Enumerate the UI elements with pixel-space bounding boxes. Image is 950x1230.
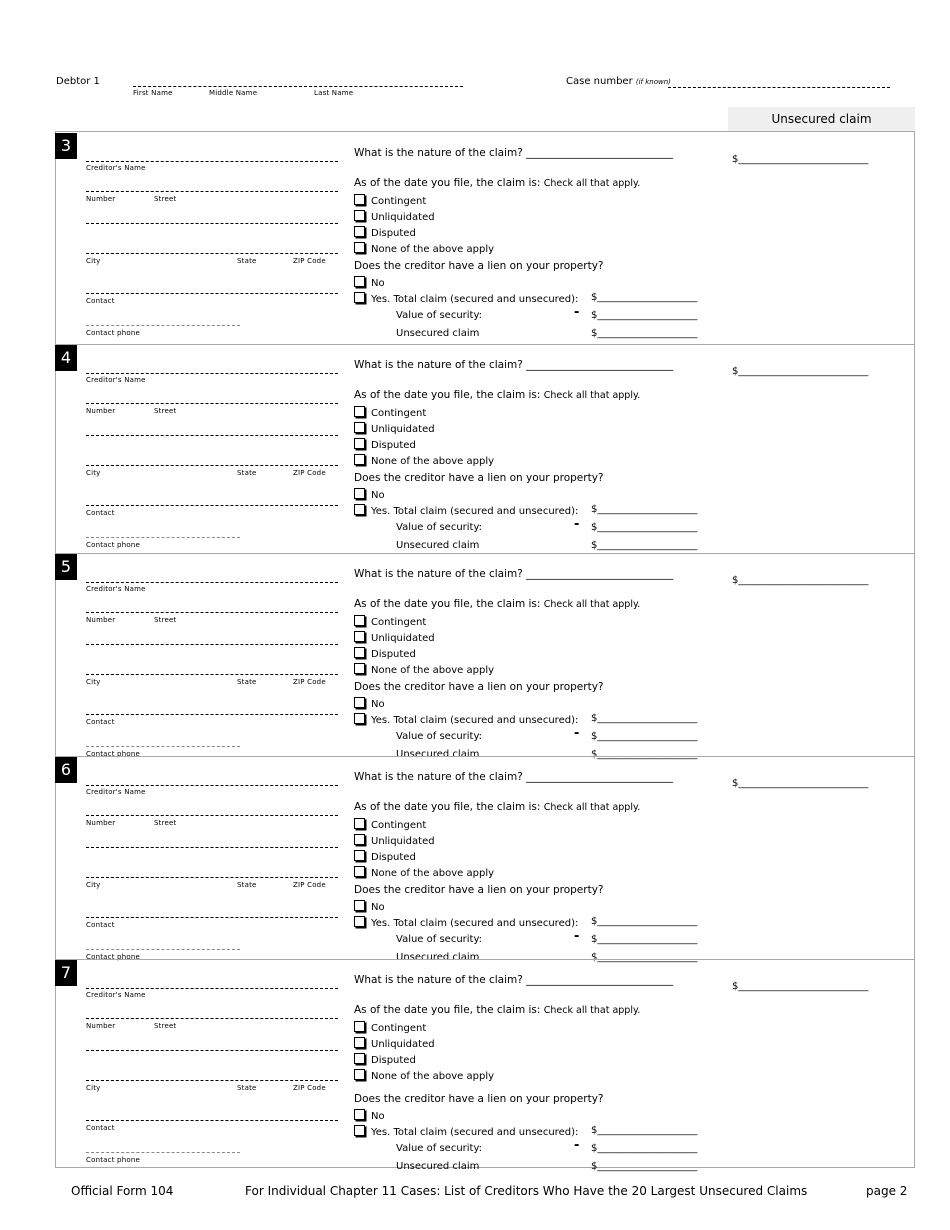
contingent-option[interactable] bbox=[354, 1021, 426, 1034]
address-number-street-field[interactable] bbox=[86, 612, 338, 613]
date-file-question bbox=[354, 389, 640, 401]
contingent-label: Contingent bbox=[371, 820, 427, 831]
minus-sign: - bbox=[574, 929, 580, 944]
unsecured-claim-total[interactable]: $__________________________ bbox=[732, 366, 869, 377]
creditor-name-field[interactable] bbox=[86, 988, 338, 989]
debtor-name-field[interactable] bbox=[133, 86, 463, 87]
no-label: No bbox=[371, 699, 385, 710]
none-apply-option[interactable] bbox=[354, 663, 494, 676]
lien-no-option[interactable] bbox=[354, 276, 385, 289]
street-label: Street bbox=[154, 407, 177, 415]
value-security-amount[interactable]: $____________________ bbox=[591, 1143, 698, 1154]
state-label: State bbox=[237, 257, 257, 265]
minus-sign: - bbox=[574, 1138, 580, 1153]
yes-total-label: Yes. Total claim (secured and unsecured): bbox=[371, 1127, 579, 1138]
contingent-option[interactable] bbox=[354, 615, 426, 628]
unliquidated-option[interactable] bbox=[354, 1037, 435, 1050]
footer-form: Official Form 104 bbox=[71, 1184, 174, 1198]
checkbox[interactable] bbox=[354, 422, 365, 433]
lien-yes-option[interactable] bbox=[354, 713, 578, 726]
lien-yes-option[interactable] bbox=[354, 292, 578, 305]
footer-page: page 2 bbox=[866, 1184, 908, 1198]
checkbox[interactable] bbox=[354, 194, 365, 205]
nature-question: What is the nature of the claim? ____________________________ bbox=[354, 147, 674, 159]
none-apply-option[interactable] bbox=[354, 242, 494, 255]
contingent-label: Contingent bbox=[371, 408, 427, 419]
unliquidated-label: Unliquidated bbox=[371, 1039, 435, 1050]
value-security-amount[interactable]: $____________________ bbox=[591, 934, 698, 945]
unsecured-claim-amount[interactable]: $____________________ bbox=[591, 749, 698, 760]
checkbox[interactable] bbox=[354, 276, 365, 287]
contingent-option[interactable] bbox=[354, 406, 426, 419]
minus-sign: - bbox=[574, 726, 580, 741]
date-file-text: As of the date you file, the claim is: bbox=[354, 598, 541, 610]
unsecured-claim-total[interactable]: $__________________________ bbox=[732, 154, 869, 165]
debtor-label: Debtor 1 bbox=[56, 76, 100, 87]
lien-no-option[interactable] bbox=[354, 900, 385, 913]
checkbox[interactable] bbox=[354, 242, 365, 253]
contact-field[interactable] bbox=[86, 505, 338, 506]
check-all-text: Check all that apply. bbox=[543, 390, 641, 401]
creditor-name-field[interactable] bbox=[86, 373, 338, 374]
unsecured-claim-amount[interactable]: $____________________ bbox=[591, 328, 698, 339]
contingent-label: Contingent bbox=[371, 1023, 427, 1034]
checkbox[interactable] bbox=[354, 292, 365, 303]
city-label: City bbox=[86, 469, 101, 477]
state-label: State bbox=[237, 678, 257, 686]
city-label: City bbox=[86, 1084, 101, 1092]
yes-total-label: Yes. Total claim (secured and unsecured): bbox=[371, 294, 579, 305]
lien-yes-option[interactable] bbox=[354, 916, 578, 929]
checkbox[interactable] bbox=[354, 697, 365, 708]
row-divider bbox=[55, 344, 915, 345]
check-all-text: Check all that apply. bbox=[543, 599, 641, 610]
total-claim-amount[interactable]: $____________________ bbox=[591, 292, 698, 303]
checkbox[interactable] bbox=[354, 631, 365, 642]
contact-label: Contact bbox=[86, 718, 115, 726]
checkbox[interactable] bbox=[354, 1037, 365, 1048]
checkbox[interactable] bbox=[354, 916, 365, 927]
unliquidated-option[interactable] bbox=[354, 834, 435, 847]
creditor-row bbox=[55, 133, 915, 345]
contact-label: Contact bbox=[86, 921, 115, 929]
contingent-option[interactable] bbox=[354, 818, 426, 831]
contact-phone-label: Contact phone bbox=[86, 541, 140, 549]
city-state-zip-field[interactable] bbox=[86, 877, 338, 878]
creditor-row bbox=[55, 345, 915, 554]
city-state-zip-field[interactable] bbox=[86, 253, 338, 254]
nature-question: What is the nature of the claim? ____________________________ bbox=[354, 359, 674, 371]
lien-question: Does the creditor have a lien on your property? bbox=[354, 472, 604, 484]
address-line2-field[interactable] bbox=[86, 223, 338, 224]
value-security-label: Value of security: bbox=[396, 1143, 483, 1154]
number-label: Number bbox=[86, 195, 116, 203]
checkbox[interactable] bbox=[354, 406, 365, 417]
minus-sign: - bbox=[574, 305, 580, 320]
creditor-row bbox=[55, 960, 915, 1172]
creditor-name-label: Creditor's Name bbox=[86, 991, 146, 999]
address-line2-field[interactable] bbox=[86, 847, 338, 848]
row-divider bbox=[55, 756, 915, 757]
unsecured-claim-label: Unsecured claim bbox=[396, 540, 480, 551]
nature-question: What is the nature of the claim? ____________________________ bbox=[354, 771, 674, 783]
checkbox[interactable] bbox=[354, 663, 365, 674]
no-label: No bbox=[371, 902, 385, 913]
contact-field[interactable] bbox=[86, 293, 338, 294]
row-divider bbox=[55, 553, 915, 554]
if-known-text: (if known) bbox=[635, 78, 671, 86]
checkbox[interactable] bbox=[354, 1069, 365, 1080]
disputed-label: Disputed bbox=[371, 228, 416, 239]
contact-phone-field[interactable] bbox=[86, 537, 240, 538]
city-label: City bbox=[86, 881, 101, 889]
checkbox[interactable] bbox=[354, 866, 365, 877]
unsecured-claim-amount[interactable]: $____________________ bbox=[591, 1161, 698, 1172]
lien-no-option[interactable] bbox=[354, 1109, 385, 1122]
state-label: State bbox=[237, 1084, 257, 1092]
checkbox[interactable] bbox=[354, 226, 365, 237]
total-claim-amount[interactable]: $____________________ bbox=[591, 916, 698, 927]
value-security-label: Value of security: bbox=[396, 731, 483, 742]
none-apply-option[interactable] bbox=[354, 1069, 494, 1082]
value-security-label: Value of security: bbox=[396, 310, 483, 321]
checkbox[interactable] bbox=[354, 615, 365, 626]
address-number-street-field[interactable] bbox=[86, 191, 338, 192]
checkbox[interactable] bbox=[354, 1125, 365, 1136]
unsecured-claim-total[interactable]: $__________________________ bbox=[732, 778, 869, 789]
lien-no-option[interactable] bbox=[354, 697, 385, 710]
unsecured-claim-amount[interactable]: $____________________ bbox=[591, 540, 698, 551]
none-apply-label: None of the above apply bbox=[371, 665, 495, 676]
unsecured-claim-label: Unsecured claim bbox=[396, 328, 480, 339]
unsecured-claim-label: Unsecured claim bbox=[396, 1161, 480, 1172]
nature-question: What is the nature of the claim? ____________________________ bbox=[354, 568, 674, 580]
checkbox[interactable] bbox=[354, 818, 365, 829]
state-label: State bbox=[237, 881, 257, 889]
city-label: City bbox=[86, 257, 101, 265]
checkbox[interactable] bbox=[354, 210, 365, 221]
contact-phone-field[interactable] bbox=[86, 1152, 240, 1153]
checkbox[interactable] bbox=[354, 900, 365, 911]
creditor-name-label: Creditor's Name bbox=[86, 164, 146, 172]
contact-phone-field[interactable] bbox=[86, 746, 240, 747]
row-number: 3 bbox=[55, 133, 77, 159]
city-state-zip-field[interactable] bbox=[86, 674, 338, 675]
creditor-row bbox=[55, 554, 915, 760]
creditor-name-label: Creditor's Name bbox=[86, 585, 146, 593]
disputed-label: Disputed bbox=[371, 1055, 416, 1066]
unliquidated-option[interactable] bbox=[354, 631, 435, 644]
number-label: Number bbox=[86, 1022, 116, 1030]
contact-label: Contact bbox=[86, 509, 115, 517]
none-apply-label: None of the above apply bbox=[371, 868, 495, 879]
contact-phone-field[interactable] bbox=[86, 949, 240, 950]
contact-phone-label: Contact phone bbox=[86, 329, 140, 337]
street-label: Street bbox=[154, 616, 177, 624]
address-line2-field[interactable] bbox=[86, 1050, 338, 1051]
case-number-text: Case number bbox=[566, 76, 633, 87]
date-file-text: As of the date you file, the claim is: bbox=[354, 389, 541, 401]
number-label: Number bbox=[86, 407, 116, 415]
value-security-amount[interactable]: $____________________ bbox=[591, 310, 698, 321]
contact-field[interactable] bbox=[86, 917, 338, 918]
total-claim-amount[interactable]: $____________________ bbox=[591, 713, 698, 724]
disputed-option[interactable] bbox=[354, 438, 416, 451]
contact-phone-label: Contact phone bbox=[86, 953, 140, 961]
lien-question: Does the creditor have a lien on your property? bbox=[354, 681, 604, 693]
address-line2-field[interactable] bbox=[86, 644, 338, 645]
unsecured-claim-amount[interactable]: $____________________ bbox=[591, 952, 698, 963]
creditor-name-field[interactable] bbox=[86, 582, 338, 583]
creditor-row bbox=[55, 757, 915, 963]
no-label: No bbox=[371, 490, 385, 501]
unliquidated-label: Unliquidated bbox=[371, 212, 435, 223]
number-label: Number bbox=[86, 819, 116, 827]
contact-label: Contact bbox=[86, 1124, 115, 1132]
date-file-text: As of the date you file, the claim is: bbox=[354, 177, 541, 189]
checkbox[interactable] bbox=[354, 504, 365, 515]
checkbox[interactable] bbox=[354, 1109, 365, 1120]
contact-label: Contact bbox=[86, 297, 115, 305]
lien-no-option[interactable] bbox=[354, 488, 385, 501]
check-all-text: Check all that apply. bbox=[543, 178, 641, 189]
date-file-question bbox=[354, 801, 640, 813]
unsecured-claim-label: Unsecured claim bbox=[396, 749, 480, 760]
unliquidated-label: Unliquidated bbox=[371, 633, 435, 644]
lien-yes-option[interactable] bbox=[354, 1125, 578, 1138]
zip-label: ZIP Code bbox=[293, 1084, 326, 1092]
footer-title: For Individual Chapter 11 Cases: List of Creditors Who Have the 20 Largest Unsecured Claims bbox=[245, 1184, 808, 1198]
creditor-name-field[interactable] bbox=[86, 785, 338, 786]
state-label: State bbox=[237, 469, 257, 477]
unliquidated-option[interactable] bbox=[354, 422, 435, 435]
minus-sign: - bbox=[574, 517, 580, 532]
address-number-street-field[interactable] bbox=[86, 1018, 338, 1019]
none-apply-label: None of the above apply bbox=[371, 244, 495, 255]
contingent-label: Contingent bbox=[371, 196, 427, 207]
city-state-zip-field[interactable] bbox=[86, 465, 338, 466]
creditor-name-label: Creditor's Name bbox=[86, 376, 146, 384]
no-label: No bbox=[371, 278, 385, 289]
lien-question: Does the creditor have a lien on your property? bbox=[354, 884, 604, 896]
disputed-option[interactable] bbox=[354, 1053, 416, 1066]
first-name-label: First Name bbox=[133, 89, 173, 97]
lien-question: Does the creditor have a lien on your property? bbox=[354, 1093, 604, 1105]
contact-field[interactable] bbox=[86, 1120, 338, 1121]
zip-label: ZIP Code bbox=[293, 678, 326, 686]
checkbox[interactable] bbox=[354, 647, 365, 658]
row-number: 4 bbox=[55, 345, 77, 371]
unsecured-claim-header: Unsecured claim bbox=[728, 107, 915, 131]
date-file-text: As of the date you file, the claim is: bbox=[354, 1004, 541, 1016]
contact-phone-label: Contact phone bbox=[86, 750, 140, 758]
none-apply-label: None of the above apply bbox=[371, 456, 495, 467]
value-security-amount[interactable]: $____________________ bbox=[591, 522, 698, 533]
zip-label: ZIP Code bbox=[293, 469, 326, 477]
value-security-amount[interactable]: $____________________ bbox=[591, 731, 698, 742]
street-label: Street bbox=[154, 819, 177, 827]
checkbox[interactable] bbox=[354, 488, 365, 499]
checkbox[interactable] bbox=[354, 713, 365, 724]
row-divider bbox=[55, 959, 915, 960]
yes-total-label: Yes. Total claim (secured and unsecured): bbox=[371, 918, 579, 929]
row-number: 6 bbox=[55, 757, 77, 783]
street-label: Street bbox=[154, 195, 177, 203]
address-number-street-field[interactable] bbox=[86, 403, 338, 404]
nature-question: What is the nature of the claim? ____________________________ bbox=[354, 974, 674, 986]
unliquidated-option[interactable] bbox=[354, 210, 435, 223]
date-file-text: As of the date you file, the claim is: bbox=[354, 801, 541, 813]
none-apply-option[interactable] bbox=[354, 866, 494, 879]
address-number-street-field[interactable] bbox=[86, 815, 338, 816]
disputed-option[interactable] bbox=[354, 647, 416, 660]
unliquidated-label: Unliquidated bbox=[371, 424, 435, 435]
checkbox[interactable] bbox=[354, 834, 365, 845]
unsecured-claim-total[interactable]: $__________________________ bbox=[732, 981, 869, 992]
row-number: 7 bbox=[55, 960, 77, 986]
creditor-name-label: Creditor's Name bbox=[86, 788, 146, 796]
unsecured-claim-label: Unsecured claim bbox=[396, 952, 480, 963]
unliquidated-label: Unliquidated bbox=[371, 836, 435, 847]
total-claim-amount[interactable]: $____________________ bbox=[591, 504, 698, 515]
check-all-text: Check all that apply. bbox=[543, 1005, 641, 1016]
disputed-label: Disputed bbox=[371, 852, 416, 863]
checkbox[interactable] bbox=[354, 438, 365, 449]
street-label: Street bbox=[154, 1022, 177, 1030]
check-all-text: Check all that apply. bbox=[543, 802, 641, 813]
address-line2-field[interactable] bbox=[86, 435, 338, 436]
total-claim-amount[interactable]: $____________________ bbox=[591, 1125, 698, 1136]
yes-total-label: Yes. Total claim (secured and unsecured): bbox=[371, 715, 579, 726]
no-label: No bbox=[371, 1111, 385, 1122]
disputed-option[interactable] bbox=[354, 850, 416, 863]
lien-question: Does the creditor have a lien on your property? bbox=[354, 260, 604, 272]
contingent-option[interactable] bbox=[354, 194, 426, 207]
yes-total-label: Yes. Total claim (secured and unsecured): bbox=[371, 506, 579, 517]
date-file-question bbox=[354, 598, 640, 610]
contact-phone-label: Contact phone bbox=[86, 1156, 140, 1164]
contact-field[interactable] bbox=[86, 714, 338, 715]
case-number-label bbox=[566, 76, 671, 87]
date-file-question bbox=[354, 1004, 640, 1016]
checkbox[interactable] bbox=[354, 454, 365, 465]
case-number-field[interactable] bbox=[668, 87, 890, 88]
unsecured-claim-total[interactable]: $__________________________ bbox=[732, 575, 869, 586]
last-name-label: Last Name bbox=[314, 89, 354, 97]
creditor-name-field[interactable] bbox=[86, 161, 338, 162]
lien-yes-option[interactable] bbox=[354, 504, 578, 517]
city-state-zip-field[interactable] bbox=[86, 1080, 338, 1081]
checkbox[interactable] bbox=[354, 1021, 365, 1032]
number-label: Number bbox=[86, 616, 116, 624]
disputed-option[interactable] bbox=[354, 226, 416, 239]
zip-label: ZIP Code bbox=[293, 257, 326, 265]
city-label: City bbox=[86, 678, 101, 686]
disputed-label: Disputed bbox=[371, 649, 416, 660]
checkbox[interactable] bbox=[354, 1053, 365, 1064]
value-security-label: Value of security: bbox=[396, 522, 483, 533]
disputed-label: Disputed bbox=[371, 440, 416, 451]
value-security-label: Value of security: bbox=[396, 934, 483, 945]
checkbox[interactable] bbox=[354, 850, 365, 861]
contingent-label: Contingent bbox=[371, 617, 427, 628]
none-apply-label: None of the above apply bbox=[371, 1071, 495, 1082]
none-apply-option[interactable] bbox=[354, 454, 494, 467]
date-file-question bbox=[354, 177, 640, 189]
middle-name-label: Middle Name bbox=[209, 89, 258, 97]
contact-phone-field[interactable] bbox=[86, 325, 240, 326]
zip-label: ZIP Code bbox=[293, 881, 326, 889]
row-number: 5 bbox=[55, 554, 77, 580]
